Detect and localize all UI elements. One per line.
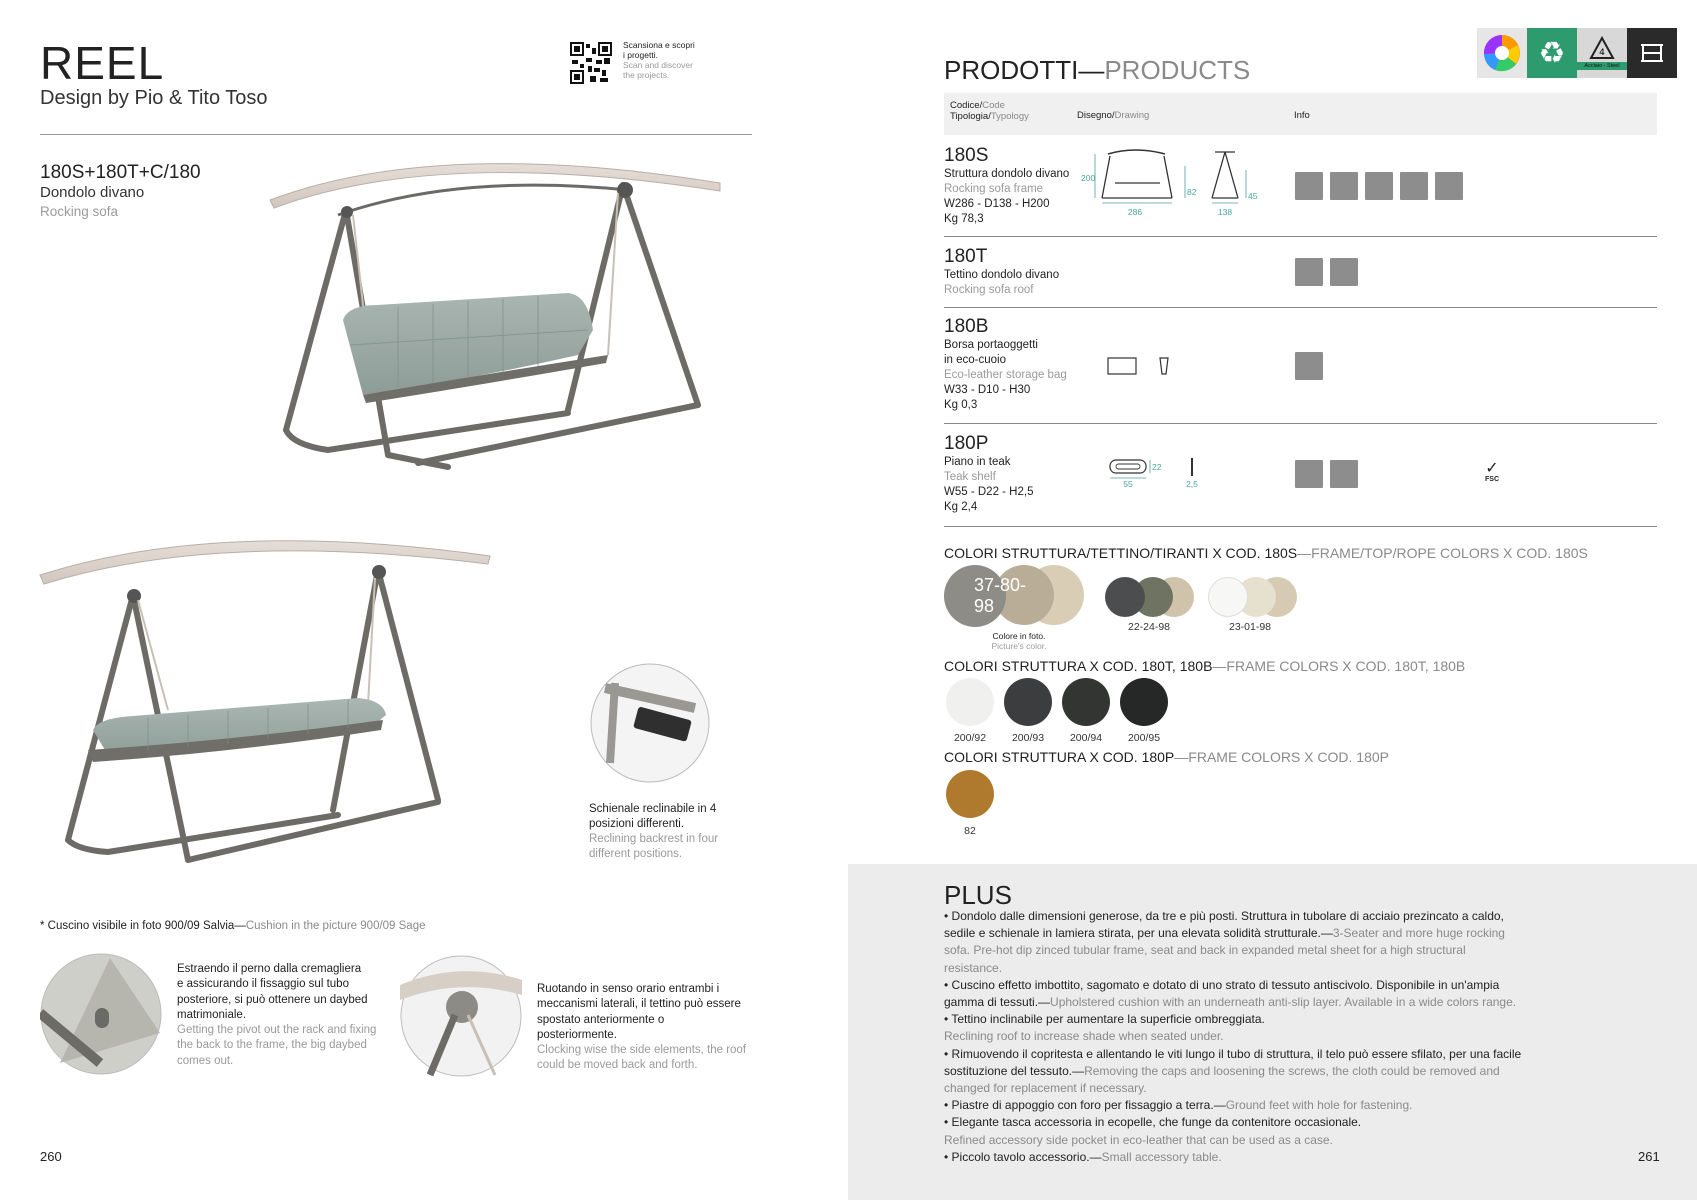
swatch-23-01-98-frame[interactable]: [1208, 577, 1248, 617]
plus-item: • Cuscino effetto imbottito, sagomato e dotato di uno strato di tessuto antiscivolo. Disponibile in un'ampia gamma di tessuti.—Upholstered cushion with an underneath anti-slip layer. Available in a wide colors range.: [944, 977, 1517, 1010]
plus-title: PLUS: [944, 880, 1012, 910]
plus-item: • Rimuovendo il copritesta e allentando le viti lungo il tubo di struttura, il telo può essere sfilato, per una facile sostituzione del tessuto.—Removing the caps and loosening the screws, the cloth could be removed and changed for replacement if necessary.: [944, 1046, 1522, 1096]
certification-icons: [1477, 28, 1677, 78]
product-row-180t: 180T Tettino dondolo divano Rocking sofa roof: [944, 246, 1060, 296]
weather-resistant-icon: [1330, 258, 1358, 286]
weather-resistant-icon: [1295, 352, 1323, 380]
svg-text:22: 22: [1152, 462, 1162, 472]
row-divider: [944, 307, 1657, 308]
fsc-icon: ✓ FSC: [1485, 458, 1499, 483]
svg-text:286: 286: [1127, 207, 1143, 217]
svg-text:138: 138: [1217, 207, 1233, 217]
swatch-200-94[interactable]: [1062, 678, 1110, 726]
cushion-note: * Cuscino visibile in foto 900/09 Salvia—Cushion in the picture 900/09 Sage: [40, 920, 426, 932]
svg-text:200: 200: [1081, 173, 1096, 183]
info-icons-180s: [1295, 172, 1470, 200]
page-number-right: 261: [1638, 1149, 1660, 1164]
swatch-22-24-98-frame[interactable]: [1105, 577, 1145, 617]
product-row-180s: 180S Struttura dondolo divano Rocking sofa frame W286 - D138 - H200 Kg 78,3: [944, 145, 1070, 225]
svg-text:2,5: 2,5: [1186, 479, 1198, 489]
swing-daybed-image: [38, 540, 508, 870]
material-fabric-icon: [1295, 258, 1323, 286]
header-info: Info: [1294, 110, 1310, 121]
roof-mechanism-caption: Ruotando in senso orario entrambi i meccanismi laterali, il tettino può essere spostato anteriormente o posteriormente. Clocking wise the side elements, the roof could be moved back and forth.: [537, 983, 747, 1072]
swatch-label: 82: [964, 825, 976, 837]
drawing-180s: [1080, 148, 1270, 220]
backrest-detail-image: [590, 663, 710, 783]
info-icons-180p: [1295, 460, 1365, 488]
row-divider: [944, 526, 1657, 527]
daybed-pivot-caption: Estraendo il perno dalla cremagliera e assicurando il fissaggio sul tubo posteriore, si può ottenere un daybed matrimoniale. Getting the pivot out the rack and fixing the back to the frame, the big daybed comes out.: [177, 963, 377, 1067]
product-row-180p: 180P Piano in teak Teak shelf W55 - D22 - H2,5 Kg 2,4: [944, 433, 1034, 513]
material-steel-icon: [1295, 172, 1323, 200]
reclining-icon: [1435, 172, 1463, 200]
max-load-icon: [1365, 172, 1393, 200]
swatch-label: 200/95: [1127, 732, 1161, 744]
swatch-37-80-98-frame[interactable]: 37-80-98: [944, 565, 1006, 627]
swatch-label: 200/92: [953, 732, 987, 744]
product-code-title: 180S+180T+C/180: [40, 162, 201, 183]
colors-180s-title: COLORI STRUTTURA/TETTINO/TIRANTI X COD. 180S—FRAME/TOP/ROPE COLORS X COD. 180S: [944, 545, 1588, 561]
recycle-icon: ♻: [1527, 28, 1577, 78]
plus-item: • Piastre di appoggio con foro per fissaggio a terra.—Ground feet with hole for fastening.: [944, 1098, 1413, 1113]
info-icons-180b: [1295, 352, 1330, 380]
qr-caption: Scansiona e scopri i progetti. Scan and discover the projects.: [623, 40, 695, 80]
plus-features: [944, 908, 1524, 1166]
product-name-en: Rocking sofa: [40, 204, 119, 219]
drawing-180b: [1106, 355, 1176, 377]
seat-icon: [1330, 172, 1358, 200]
daybed-pivot-detail-image: [40, 953, 162, 1075]
row-divider: [944, 423, 1657, 424]
svg-text:82: 82: [1187, 187, 1197, 197]
steel-recycle-icon: 4 Acciaio - Steel: [1577, 28, 1627, 78]
backrest-detail-caption: Schienale reclinabile in 4 posizioni differenti. Reclining backrest in four different positions.: [589, 803, 719, 860]
product-name-it: Dondolo divano: [40, 184, 145, 201]
svg-text:4: 4: [1599, 48, 1605, 58]
colors-180t-180b-title: COLORI STRUTTURA X COD. 180T, 180B—FRAME COLORS X COD. 180T, 180B: [944, 658, 1466, 674]
catalog-icon[interactable]: [1627, 28, 1677, 78]
header-drawing: Disegno/Drawing: [1077, 110, 1150, 121]
row-divider: [944, 236, 1657, 237]
header-code-typology: Codice/Code Tipologia/Typology: [950, 100, 1029, 122]
qr-code-icon[interactable]: [570, 42, 612, 84]
plus-item: • Piccolo tavolo accessorio.—Small accessory table.: [944, 1149, 1222, 1164]
svg-text:55: 55: [1123, 479, 1133, 489]
swatch-label: 200/94: [1069, 732, 1103, 744]
designer-credit: Design by Pio & Tito Toso: [40, 87, 268, 109]
colors-wheel-icon: [1477, 28, 1527, 78]
swatch-200-92[interactable]: [946, 678, 994, 726]
swatch-200-93[interactable]: [1004, 678, 1052, 726]
drawing-180p: [1108, 456, 1208, 492]
products-title: PRODOTTI—PRODUCTS: [944, 55, 1251, 85]
product-row-180b: 180B Borsa portaoggetti in eco-cuoio Eco-leather storage bag W33 - D10 - H30 Kg 0,3: [944, 316, 1067, 411]
divider: [40, 134, 752, 135]
svg-text:45: 45: [1248, 191, 1258, 201]
info-icons-180t: [1295, 258, 1365, 286]
brand-title: REEL: [40, 37, 165, 89]
plus-item: • Dondolo dalle dimensioni generose, da tre e più posti. Struttura in tubolare di acciaio prezincato a caldo, sedile e schienale in lamiera stirata, per una elevata solidità strutturale.—3-Seater and more huge rocking sofa. Pre-hot dip zinced tubular frame, seat and back in expanded metal sheet for a high structural resistance.: [944, 909, 1505, 975]
colors-180p-title: COLORI STRUTTURA X COD. 180P—FRAME COLORS X COD. 180P: [944, 749, 1389, 765]
swatch-label: 22-24-98: [1127, 621, 1171, 633]
page-number-left: 260: [40, 1149, 62, 1164]
picture-color-note: Colore in foto. Picture's color.: [991, 631, 1047, 651]
swatch-label: 200/93: [1011, 732, 1045, 744]
material-wood-icon: [1295, 460, 1323, 488]
roof-mechanism-detail-image: [400, 955, 522, 1077]
swatch-label: 23-01-98: [1228, 621, 1272, 633]
swatch-82[interactable]: [946, 770, 994, 818]
weather-resistant-icon: [1330, 460, 1358, 488]
plus-item: • Tettino inclinabile per aumentare la superficie ombreggiata. Reclining roof to increase shade when seated under.: [944, 1012, 1265, 1044]
weather-resistant-icon: [1400, 172, 1428, 200]
plus-item: • Elegante tasca accessoria in ecopelle, che funge da contenitore occasionale. Refined accessory side pocket in eco-leather that can be used as a case.: [944, 1115, 1362, 1147]
swing-sofa-image: [268, 155, 728, 515]
swatch-200-95[interactable]: [1120, 678, 1168, 726]
